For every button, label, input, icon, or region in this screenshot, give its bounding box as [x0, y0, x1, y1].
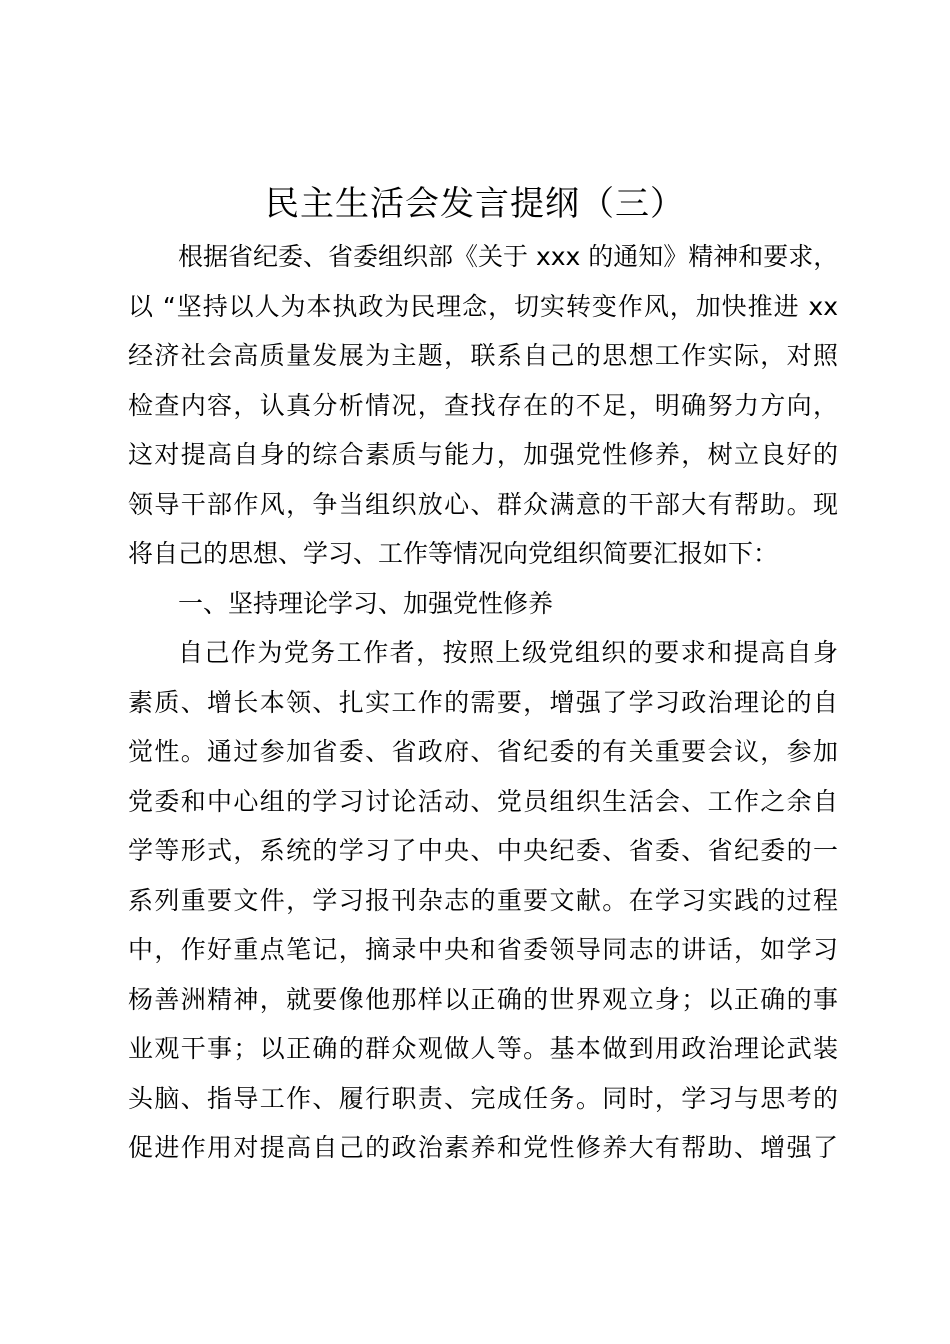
- text-line: 一、坚持理论学习、加强党性修养: [178, 588, 554, 618]
- text-line: 业观干事；以正确的群众观做人等。基本做到用政治理论武装: [128, 1034, 838, 1063]
- text-line: 素质、增长本领、扎实工作的需要，增强了学习政治理论的自: [128, 687, 838, 717]
- text-line: 头脑、指导工作、履行职责、完成任务。同时，学习与思考的: [128, 1083, 838, 1113]
- text-line: 经济社会高质量发展为主题，联系自己的思想工作实际，对照: [128, 341, 838, 370]
- document-title: 民主生活会发言提纲（三）: [265, 184, 685, 224]
- text-line: 党委和中心组的学习讨论活动、党员组织生活会、工作之余自: [128, 786, 838, 816]
- text-line: 系列重要文件，学习报刊杂志的重要文献。在学习实践的过程: [128, 885, 838, 915]
- text-line: 促进作用对提高自己的政治素养和党性修养大有帮助、增强了: [128, 1133, 838, 1162]
- text-line: 将自己的思想、学习、工作等情况向党组织简要汇报如下：: [128, 539, 779, 568]
- text-line: 自己作为党务工作者，按照上级党组织的要求和提高自身: [178, 638, 838, 667]
- text-line: 领导干部作风，争当组织放心、群众满意的干部大有帮助。现: [128, 489, 838, 519]
- text-line: 检查内容，认真分析情况，查找存在的不足，明确努力方向，: [128, 390, 838, 420]
- text-line: 中，作好重点笔记，摘录中央和省委领导同志的讲话，如学习: [128, 935, 838, 964]
- text-line: 杨善洲精神，就要像他那样以正确的世界观立身；以正确的事: [128, 984, 838, 1014]
- text-line: 学等形式，系统的学习了中央、中央纪委、省委、省纪委的一: [128, 836, 838, 865]
- text-line: 觉性。通过参加省委、省政府、省纪委的有关重要会议，参加: [128, 737, 838, 766]
- text-line: 以 “坚持以人为本执政为民理念，切实转变作风，加快推进 xx: [128, 291, 838, 321]
- text-line: 这对提高自身的综合素质与能力，加强党性修养，树立良好的: [128, 440, 838, 469]
- text-line: 根据省纪委、省委组织部《关于 xxx 的通知》精神和要求，: [178, 242, 839, 271]
- document-body: [128, 232, 838, 1173]
